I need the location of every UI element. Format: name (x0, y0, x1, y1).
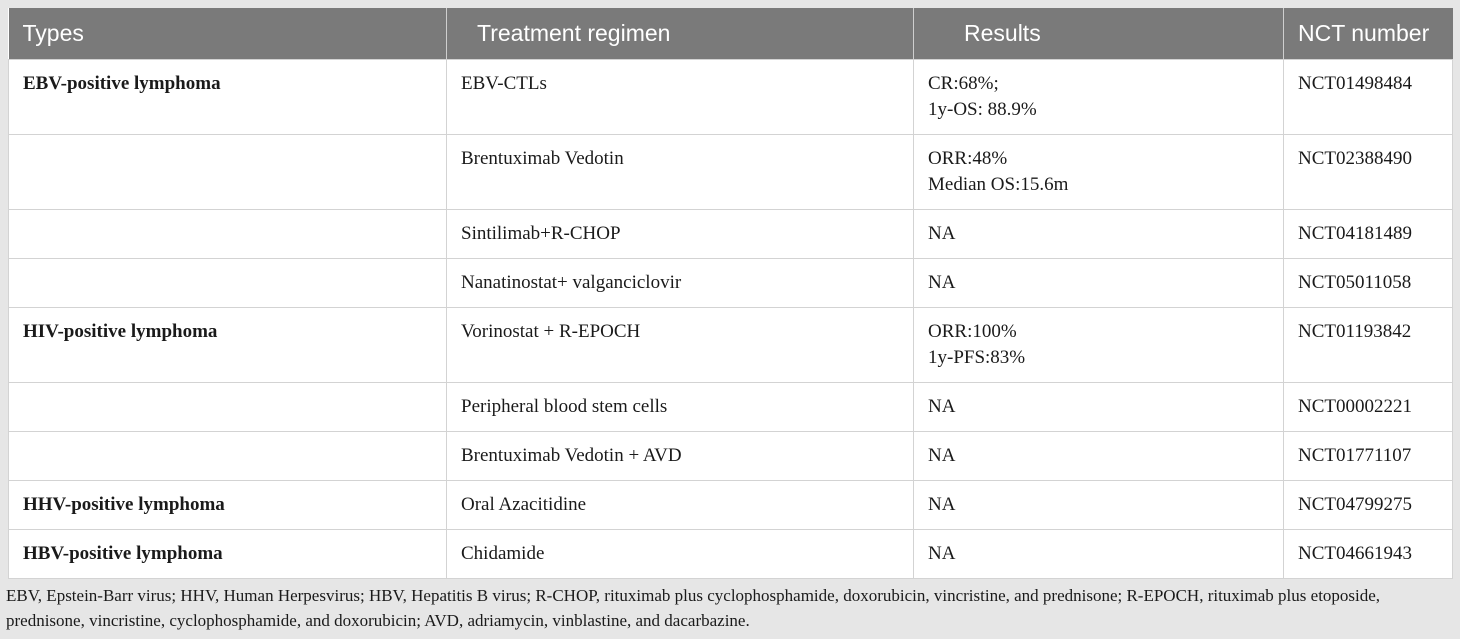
regimen-cell: Chidamide (447, 530, 914, 579)
nct-cell: NCT05011058 (1284, 259, 1453, 308)
table-row (9, 383, 1453, 432)
table-row (9, 259, 1453, 308)
type-cell (9, 383, 447, 432)
table-row (9, 308, 1453, 383)
table-row (9, 210, 1453, 259)
type-cell: HIV-positive lymphoma (9, 308, 447, 383)
result-line: NA (928, 396, 956, 417)
regimen-cell: Brentuximab Vedotin + AVD (447, 432, 914, 481)
nct-cell: NCT01498484 (1284, 60, 1453, 135)
regimen-cell: Vorinostat + R-EPOCH (447, 308, 914, 383)
type-cell: HBV-positive lymphoma (9, 530, 447, 579)
result-line: 1y-OS: 88.9% (928, 99, 1037, 120)
result-line: CR:68%; (928, 73, 999, 94)
results-cell (914, 135, 1284, 210)
type-cell (9, 210, 447, 259)
regimen-cell: Sintilimab+R-CHOP (447, 210, 914, 259)
table-footnote: EBV, Epstein-Barr virus; HHV, Human Herpesvirus; HBV, Hepatitis B virus; R-CHOP, rituximab plus cyclophosphamide, doxorubicin, vincristine, and prednisone; R-EPOCH, rituximab plus etoposide, prednisone, vincristine, cyclophosphamide, and doxorubicin; AVD, adriamycin, vinblastine, and dacarbazine. (6, 586, 1381, 630)
header-row (9, 8, 1453, 60)
result-line: NA (928, 445, 956, 466)
type-cell: HHV-positive lymphoma (9, 481, 447, 530)
nct-cell: NCT00002221 (1284, 383, 1453, 432)
type-cell (9, 135, 447, 210)
table-row (9, 135, 1453, 210)
table-row (9, 432, 1453, 481)
table-row (9, 60, 1453, 135)
nct-cell: NCT02388490 (1284, 135, 1453, 210)
nct-cell: NCT01771107 (1284, 432, 1453, 481)
regimen-cell: Oral Azacitidine (447, 481, 914, 530)
results-cell (914, 432, 1284, 481)
result-line: Median OS:15.6m (928, 174, 1069, 195)
result-line: NA (928, 272, 956, 293)
treatment-table (8, 8, 1453, 579)
results-cell (914, 383, 1284, 432)
results-cell (914, 530, 1284, 579)
table-row (9, 530, 1453, 579)
results-cell (914, 308, 1284, 383)
result-line: NA (928, 223, 956, 244)
results-cell (914, 60, 1284, 135)
type-cell (9, 432, 447, 481)
results-cell (914, 481, 1284, 530)
results-cell (914, 210, 1284, 259)
regimen-cell: Nanatinostat+ valganciclovir (447, 259, 914, 308)
nct-cell: NCT01193842 (1284, 308, 1453, 383)
regimen-cell: EBV-CTLs (447, 60, 914, 135)
nct-cell: NCT04799275 (1284, 481, 1453, 530)
result-line: NA (928, 494, 956, 515)
regimen-cell: Peripheral blood stem cells (447, 383, 914, 432)
table-container (8, 8, 1452, 579)
nct-cell: NCT04661943 (1284, 530, 1453, 579)
result-line: NA (928, 543, 956, 564)
type-cell (9, 259, 447, 308)
result-line: ORR:100% (928, 321, 1017, 342)
nct-cell: NCT04181489 (1284, 210, 1453, 259)
table-row (9, 481, 1453, 530)
header-treatment-regimen: Treatment regimen (447, 8, 914, 60)
header-types: Types (9, 8, 447, 60)
result-line: 1y-PFS:83% (928, 347, 1026, 368)
regimen-cell: Brentuximab Vedotin (447, 135, 914, 210)
result-line: ORR:48% (928, 148, 1008, 169)
header-results: Results (914, 8, 1284, 60)
header-nct-number: NCT number (1284, 8, 1453, 60)
results-cell (914, 259, 1284, 308)
type-cell: EBV-positive lymphoma (9, 60, 447, 135)
